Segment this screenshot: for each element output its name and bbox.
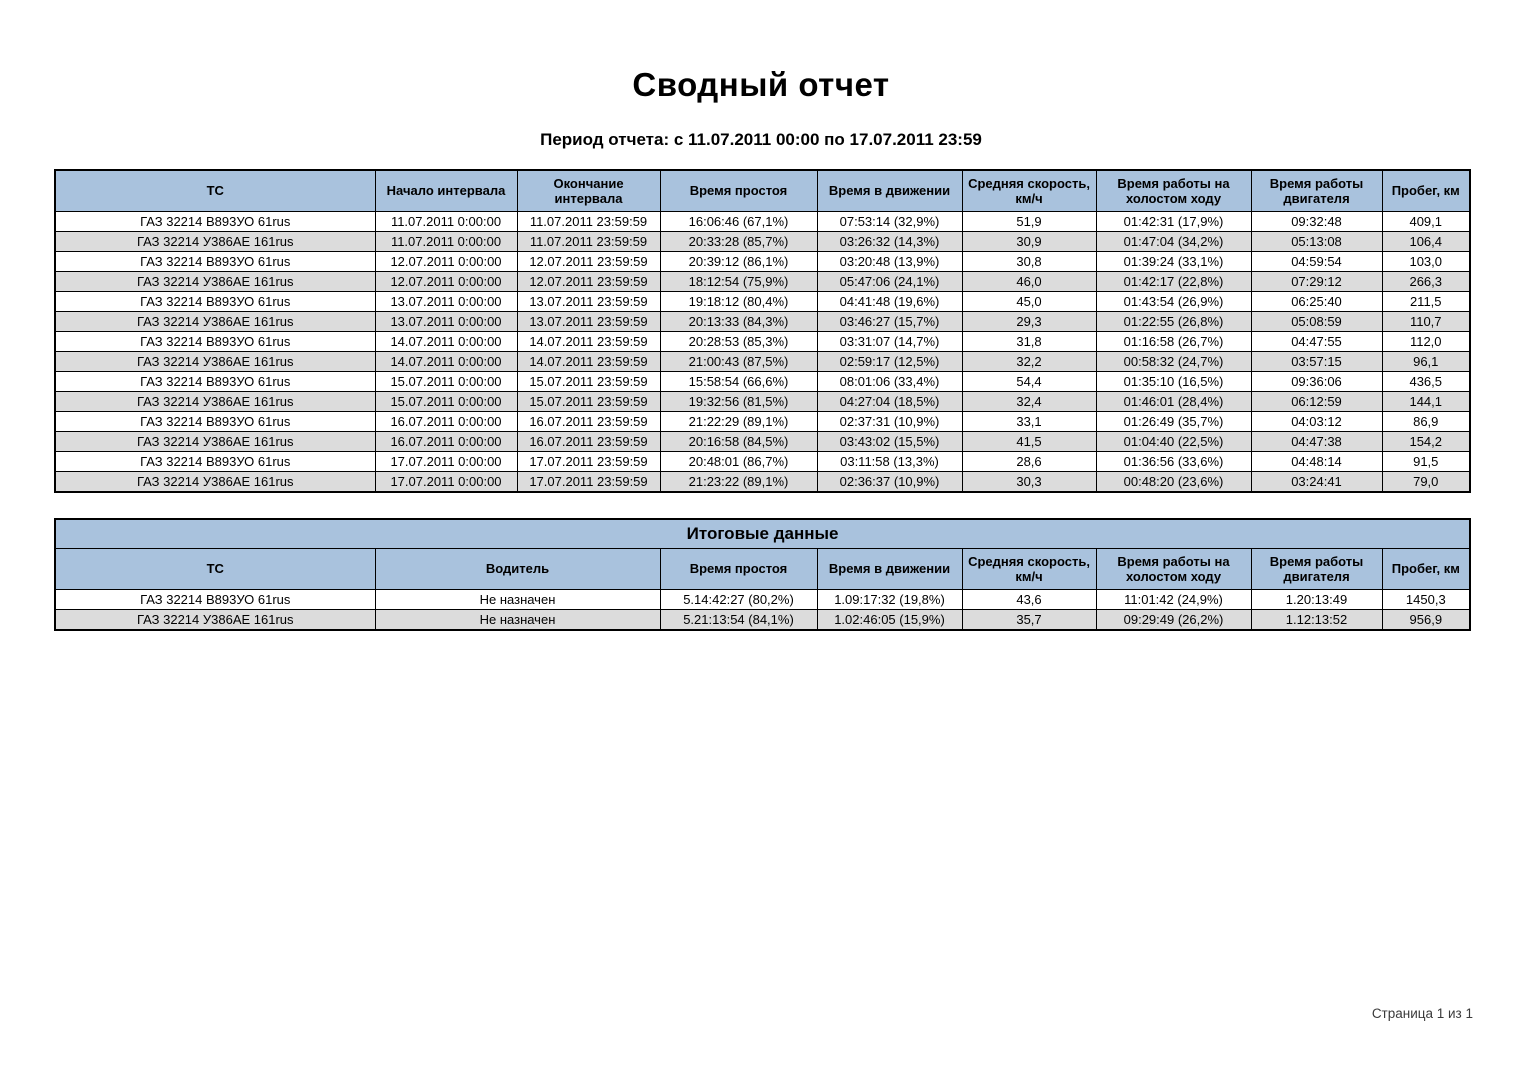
table-row: [55, 372, 1470, 392]
table-cell: 14.07.2011 0:00:00: [375, 332, 517, 352]
table-cell: 110,7: [1382, 312, 1470, 332]
table-cell: ГАЗ 32214 В893УО 61rus: [55, 212, 375, 232]
table-cell: 20:28:53 (85,3%): [660, 332, 817, 352]
table-row: [55, 452, 1470, 472]
table-cell: ГАЗ 32214 У386АЕ 161rus: [55, 472, 375, 493]
table-cell: 32,4: [962, 392, 1096, 412]
table-cell: 46,0: [962, 272, 1096, 292]
table-cell: 1.09:17:32 (19,8%): [817, 590, 962, 610]
column-header: ТС: [55, 549, 375, 590]
table-cell: 11.07.2011 0:00:00: [375, 212, 517, 232]
column-header: Время простоя: [660, 170, 817, 212]
table-cell: 33,1: [962, 412, 1096, 432]
table-cell: 436,5: [1382, 372, 1470, 392]
table-cell: 106,4: [1382, 232, 1470, 252]
table-cell: 1.20:13:49: [1251, 590, 1382, 610]
table-cell: 32,2: [962, 352, 1096, 372]
table-cell: ГАЗ 32214 У386АЕ 161rus: [55, 272, 375, 292]
table-cell: 01:42:31 (17,9%): [1096, 212, 1251, 232]
table-cell: ГАЗ 32214 У386АЕ 161rus: [55, 432, 375, 452]
table-cell: 07:29:12: [1251, 272, 1382, 292]
table-cell: 01:04:40 (22,5%): [1096, 432, 1251, 452]
table-cell: 20:13:33 (84,3%): [660, 312, 817, 332]
column-header: Время работы двигателя: [1251, 549, 1382, 590]
table-cell: 28,6: [962, 452, 1096, 472]
table-cell: 00:58:32 (24,7%): [1096, 352, 1251, 372]
column-header: Пробег, км: [1382, 549, 1470, 590]
column-header: Начало интервала: [375, 170, 517, 212]
table-cell: 154,2: [1382, 432, 1470, 452]
table-cell: 03:46:27 (15,7%): [817, 312, 962, 332]
table-cell: 103,0: [1382, 252, 1470, 272]
table-row: [55, 392, 1470, 412]
table-cell: 03:43:02 (15,5%): [817, 432, 962, 452]
table-cell: 266,3: [1382, 272, 1470, 292]
table-cell: 06:25:40: [1251, 292, 1382, 312]
column-header: Водитель: [375, 549, 660, 590]
table-cell: Не назначен: [375, 610, 660, 631]
column-header: Время в движении: [817, 549, 962, 590]
table-cell: 13.07.2011 0:00:00: [375, 312, 517, 332]
table-cell: 02:36:37 (10,9%): [817, 472, 962, 493]
table-cell: 112,0: [1382, 332, 1470, 352]
table-cell: 09:32:48: [1251, 212, 1382, 232]
table-row: [55, 272, 1470, 292]
table-cell: 96,1: [1382, 352, 1470, 372]
table-cell: 01:36:56 (33,6%): [1096, 452, 1251, 472]
table-cell: 05:47:06 (24,1%): [817, 272, 962, 292]
table-cell: 19:18:12 (80,4%): [660, 292, 817, 312]
table-cell: 30,3: [962, 472, 1096, 493]
table-cell: 17.07.2011 0:00:00: [375, 472, 517, 493]
table-cell: ГАЗ 32214 В893УО 61rus: [55, 292, 375, 312]
table-cell: 11.07.2011 23:59:59: [517, 212, 660, 232]
totals-table-title: Итоговые данные: [55, 519, 1470, 549]
table-cell: 03:20:48 (13,9%): [817, 252, 962, 272]
table-cell: ГАЗ 32214 В893УО 61rus: [55, 412, 375, 432]
table-cell: 20:33:28 (85,7%): [660, 232, 817, 252]
table-cell: 54,4: [962, 372, 1096, 392]
table-cell: ГАЗ 32214 У386АЕ 161rus: [55, 610, 375, 631]
table-cell: 20:39:12 (86,1%): [660, 252, 817, 272]
table-cell: 13.07.2011 23:59:59: [517, 312, 660, 332]
table-cell: ГАЗ 32214 У386АЕ 161rus: [55, 312, 375, 332]
table-cell: 16.07.2011 23:59:59: [517, 412, 660, 432]
table-cell: 06:12:59: [1251, 392, 1382, 412]
summary-table: [54, 169, 1471, 493]
table-cell: 11:01:42 (24,9%): [1096, 590, 1251, 610]
table-row: [55, 352, 1470, 372]
table-cell: 21:00:43 (87,5%): [660, 352, 817, 372]
table-cell: 04:47:55: [1251, 332, 1382, 352]
table-cell: 17.07.2011 23:59:59: [517, 472, 660, 493]
table-cell: 03:31:07 (14,7%): [817, 332, 962, 352]
column-header: Средняя скорость, км/ч: [962, 549, 1096, 590]
table-cell: 01:47:04 (34,2%): [1096, 232, 1251, 252]
table-cell: 16:06:46 (67,1%): [660, 212, 817, 232]
table-cell: 20:48:01 (86,7%): [660, 452, 817, 472]
table-cell: 20:16:58 (84,5%): [660, 432, 817, 452]
table-cell: 04:48:14: [1251, 452, 1382, 472]
table-cell: 5.14:42:27 (80,2%): [660, 590, 817, 610]
table-cell: ГАЗ 32214 В893УО 61rus: [55, 590, 375, 610]
table-cell: 01:26:49 (35,7%): [1096, 412, 1251, 432]
table-cell: 12.07.2011 23:59:59: [517, 272, 660, 292]
table-cell: 15.07.2011 0:00:00: [375, 392, 517, 412]
table-cell: 41,5: [962, 432, 1096, 452]
table-cell: 35,7: [962, 610, 1096, 631]
table-cell: 01:39:24 (33,1%): [1096, 252, 1251, 272]
table-cell: 04:27:04 (18,5%): [817, 392, 962, 412]
table-cell: ГАЗ 32214 У386АЕ 161rus: [55, 232, 375, 252]
column-header: Средняя скорость, км/ч: [962, 170, 1096, 212]
table-cell: 13.07.2011 0:00:00: [375, 292, 517, 312]
table-cell: 1450,3: [1382, 590, 1470, 610]
table-cell: 14.07.2011 0:00:00: [375, 352, 517, 372]
table-cell: 30,9: [962, 232, 1096, 252]
table-row: [55, 292, 1470, 312]
summary-table-body: [55, 212, 1470, 493]
table-cell: 45,0: [962, 292, 1096, 312]
column-header: Пробег, км: [1382, 170, 1470, 212]
table-cell: 03:57:15: [1251, 352, 1382, 372]
table-row: [55, 432, 1470, 452]
table-cell: 16.07.2011 0:00:00: [375, 432, 517, 452]
table-cell: 91,5: [1382, 452, 1470, 472]
column-header: Время простоя: [660, 549, 817, 590]
table-cell: 15.07.2011 0:00:00: [375, 372, 517, 392]
page-number: Страница 1 из 1: [1371, 1006, 1473, 1021]
table-cell: 04:59:54: [1251, 252, 1382, 272]
table-cell: 01:46:01 (28,4%): [1096, 392, 1251, 412]
table-cell: 03:24:41: [1251, 472, 1382, 493]
column-header: Время работы на холостом ходу: [1096, 549, 1251, 590]
totals-table-header-row: [55, 549, 1470, 590]
column-header: ТС: [55, 170, 375, 212]
table-cell: 09:29:49 (26,2%): [1096, 610, 1251, 631]
table-cell: 15.07.2011 23:59:59: [517, 392, 660, 412]
column-header: Время работы двигателя: [1251, 170, 1382, 212]
table-cell: 15.07.2011 23:59:59: [517, 372, 660, 392]
table-row: [55, 232, 1470, 252]
table-cell: 18:12:54 (75,9%): [660, 272, 817, 292]
table-cell: 05:08:59: [1251, 312, 1382, 332]
totals-table-title-row: [55, 519, 1470, 549]
table-cell: 17.07.2011 0:00:00: [375, 452, 517, 472]
table-cell: ГАЗ 32214 В893УО 61rus: [55, 252, 375, 272]
totals-table: [54, 518, 1471, 631]
table-cell: 04:41:48 (19,6%): [817, 292, 962, 312]
table-cell: 13.07.2011 23:59:59: [517, 292, 660, 312]
column-header: Время в движении: [817, 170, 962, 212]
table-cell: 09:36:06: [1251, 372, 1382, 392]
summary-table-header-row: [55, 170, 1470, 212]
table-cell: 04:47:38: [1251, 432, 1382, 452]
table-cell: 01:35:10 (16,5%): [1096, 372, 1251, 392]
table-cell: 04:03:12: [1251, 412, 1382, 432]
page-title: Сводный отчет: [632, 66, 890, 103]
report-period: Период отчета: с 11.07.2011 00:00 по 17.07.2011 23:59: [540, 130, 982, 149]
totals-table-body: [55, 590, 1470, 631]
table-row: [55, 212, 1470, 232]
table-cell: 86,9: [1382, 412, 1470, 432]
table-cell: 15:58:54 (66,6%): [660, 372, 817, 392]
table-row: [55, 312, 1470, 332]
table-cell: ГАЗ 32214 В893УО 61rus: [55, 452, 375, 472]
table-cell: 79,0: [1382, 472, 1470, 493]
column-header: Время работы на холостом ходу: [1096, 170, 1251, 212]
table-cell: ГАЗ 32214 В893УО 61rus: [55, 372, 375, 392]
table-cell: 01:22:55 (26,8%): [1096, 312, 1251, 332]
column-header: Окончание интервала: [517, 170, 660, 212]
table-cell: 956,9: [1382, 610, 1470, 631]
table-cell: 16.07.2011 23:59:59: [517, 432, 660, 452]
table-cell: 12.07.2011 23:59:59: [517, 252, 660, 272]
table-cell: 5.21:13:54 (84,1%): [660, 610, 817, 631]
table-cell: 01:16:58 (26,7%): [1096, 332, 1251, 352]
table-cell: 11.07.2011 0:00:00: [375, 232, 517, 252]
table-cell: 144,1: [1382, 392, 1470, 412]
table-row: [55, 252, 1470, 272]
table-cell: 12.07.2011 0:00:00: [375, 272, 517, 292]
table-cell: 211,5: [1382, 292, 1470, 312]
table-cell: 11.07.2011 23:59:59: [517, 232, 660, 252]
table-cell: 19:32:56 (81,5%): [660, 392, 817, 412]
table-cell: 01:42:17 (22,8%): [1096, 272, 1251, 292]
table-cell: 07:53:14 (32,9%): [817, 212, 962, 232]
table-cell: 43,6: [962, 590, 1096, 610]
table-cell: 21:22:29 (89,1%): [660, 412, 817, 432]
table-cell: ГАЗ 32214 В893УО 61rus: [55, 332, 375, 352]
table-cell: 30,8: [962, 252, 1096, 272]
table-cell: 01:43:54 (26,9%): [1096, 292, 1251, 312]
table-cell: 00:48:20 (23,6%): [1096, 472, 1251, 493]
table-cell: 02:59:17 (12,5%): [817, 352, 962, 372]
table-cell: 31,8: [962, 332, 1096, 352]
table-row: [55, 472, 1470, 493]
table-row: [55, 590, 1470, 610]
table-cell: 14.07.2011 23:59:59: [517, 352, 660, 372]
table-cell: 08:01:06 (33,4%): [817, 372, 962, 392]
table-row: [55, 412, 1470, 432]
table-cell: 29,3: [962, 312, 1096, 332]
table-cell: 02:37:31 (10,9%): [817, 412, 962, 432]
table-cell: ГАЗ 32214 У386АЕ 161rus: [55, 352, 375, 372]
table-cell: 409,1: [1382, 212, 1470, 232]
table-row: [55, 610, 1470, 631]
table-cell: 51,9: [962, 212, 1096, 232]
table-cell: 05:13:08: [1251, 232, 1382, 252]
table-cell: 14.07.2011 23:59:59: [517, 332, 660, 352]
table-row: [55, 332, 1470, 352]
table-cell: 1.02:46:05 (15,9%): [817, 610, 962, 631]
table-cell: 16.07.2011 0:00:00: [375, 412, 517, 432]
table-cell: 12.07.2011 0:00:00: [375, 252, 517, 272]
table-cell: ГАЗ 32214 У386АЕ 161rus: [55, 392, 375, 412]
table-cell: Не назначен: [375, 590, 660, 610]
table-cell: 03:11:58 (13,3%): [817, 452, 962, 472]
table-cell: 21:23:22 (89,1%): [660, 472, 817, 493]
table-cell: 17.07.2011 23:59:59: [517, 452, 660, 472]
table-cell: 03:26:32 (14,3%): [817, 232, 962, 252]
table-cell: 1.12:13:52: [1251, 610, 1382, 631]
